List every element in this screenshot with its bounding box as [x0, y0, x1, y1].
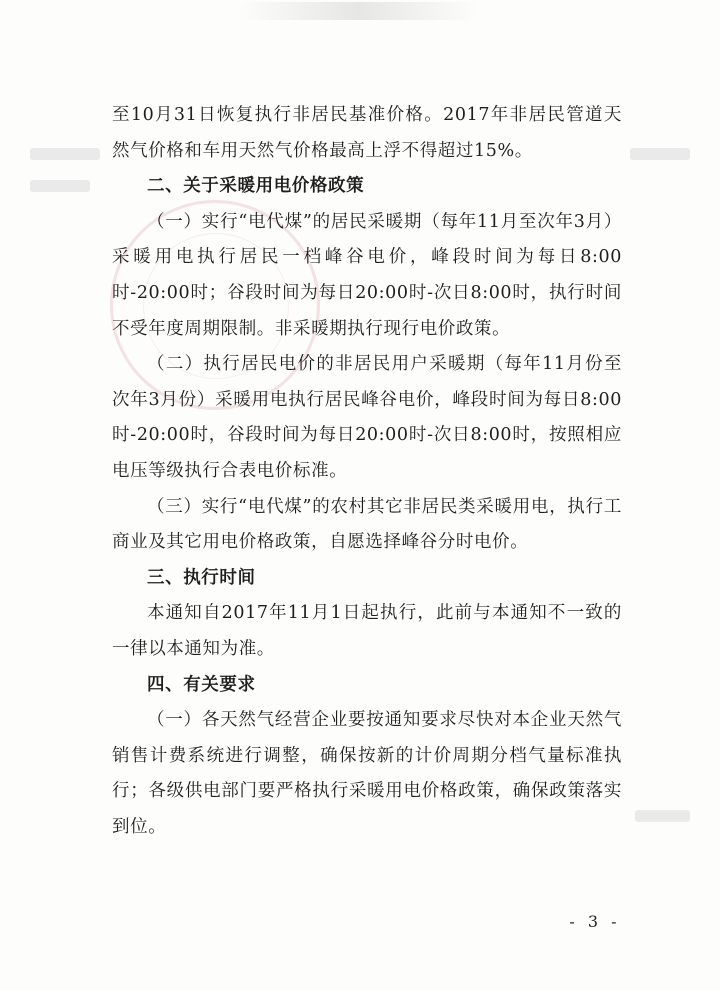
- page-number: - 3 -: [569, 912, 621, 931]
- bleedthrough-mark: [30, 180, 90, 192]
- paragraph-residential-heating: （一）实行“电代煤”的居民采暖期（每年11月至次年3月）采暖用电执行居民一档峰谷电价，峰段时间为每日8:00时-20:00时；谷段时间为每日20:00时-次日8:00时，执行时间不受年度周期限制。非采暖期执行现行电价政策。: [112, 211, 622, 339]
- heading-heating-electricity-policy: 二、关于采暖用电价格政策: [147, 176, 365, 197]
- paragraph-effective-date: 本通知自2017年11月1日起执行，此前与本通知不一致的一律以本通知为准。: [112, 603, 622, 659]
- bleedthrough-mark: [635, 810, 690, 822]
- document-body: [112, 98, 622, 845]
- heading-effective-date: 三、执行时间: [147, 567, 256, 588]
- bleedthrough-mark: [630, 148, 690, 160]
- bleedthrough-mark: [30, 148, 100, 160]
- paragraph-requirements: （一）各天然气经营企业要按通知要求尽快对本企业天然气销售计费系统进行调整，确保按新的计价周期分档气量标准执行；各级供电部门要严格执行采暖用电价格政策，确保政策落实到位。: [112, 710, 622, 837]
- heading-requirements: 四、有关要求: [147, 674, 256, 695]
- paragraph-nonresidential-heating: （二）执行居民电价的非居民用户采暖期（每年11月份至次年3月份）采暖用电执行居民峰谷电价，峰段时间为每日8:00时-20:00时，谷段时间为每日20:00时-次日8:00时，按照相应电压等级执行合表电价标准。: [112, 354, 622, 481]
- scan-artifact: [238, 2, 478, 20]
- paragraph-price-restoration: 至10月31日恢复执行非居民基准价格。2017年非居民管道天然气价格和车用天然气价格最高上浮不得超过15%。: [112, 105, 622, 161]
- paragraph-rural-heating: （三）实行“电代煤”的农村其它非居民类采暖用电，执行工商业及其它用电价格政策，自愿选择峰谷分时电价。: [112, 496, 622, 553]
